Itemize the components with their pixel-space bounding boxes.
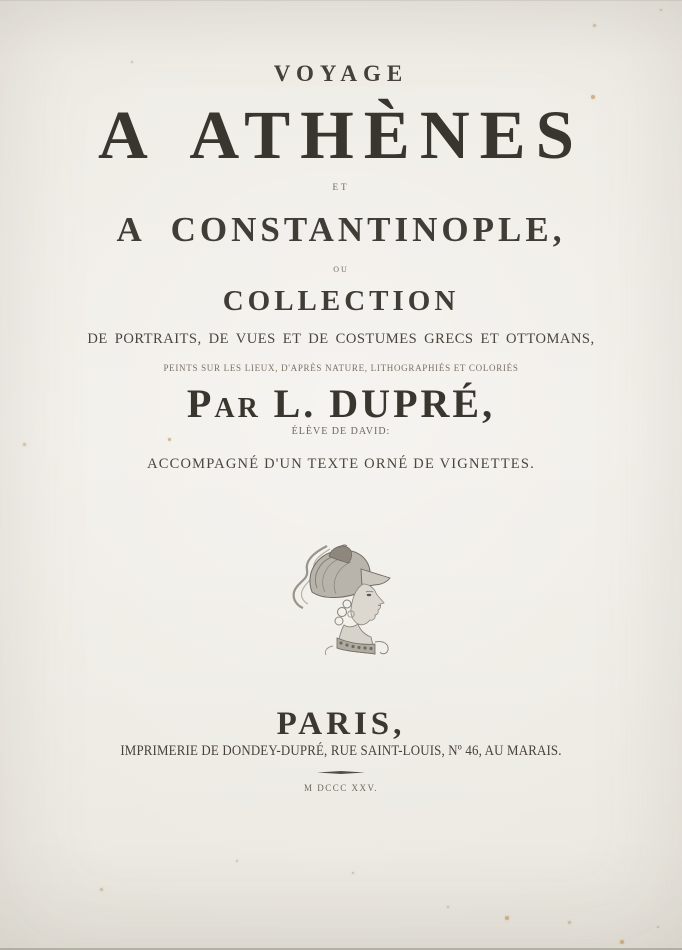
series-title: VOYAGE xyxy=(273,61,409,86)
foxing-spot xyxy=(100,888,103,891)
foxing-spot xyxy=(568,921,571,924)
foxing-spot xyxy=(131,61,133,63)
secondary-title: A CONSTANTINOPLE, xyxy=(116,210,566,249)
swelled-rule-divider xyxy=(317,771,365,774)
foxing-spot xyxy=(23,443,26,446)
connector-et: ET xyxy=(332,182,350,192)
athena-vignette-icon xyxy=(281,541,405,659)
author-credit: ÉLÈVE DE DAVID: xyxy=(291,426,391,437)
collection-title: COLLECTION xyxy=(222,285,460,317)
collection-fine-print: PEINTS SUR LES LIEUX, D'APRÈS NATURE, LITHOGRAPHIÉS ET COLORIÉS xyxy=(163,363,519,373)
foxing-spot xyxy=(657,926,659,928)
author-par-rest: AR xyxy=(214,393,261,424)
foxing-spot xyxy=(660,9,662,11)
main-title: A ATHÈNES xyxy=(97,97,585,173)
foxing-spot xyxy=(168,438,171,441)
foxing-spot xyxy=(447,906,449,908)
author-par-initial: P xyxy=(186,381,215,426)
foxing-spot xyxy=(236,860,238,862)
author-line xyxy=(0,381,682,426)
date-line: M DCCC XXV. xyxy=(303,783,379,793)
connector-ou: OU xyxy=(333,265,349,274)
note-line: ACCOMPAGNÉ D'UN TEXTE ORNÉ DE VIGNETTES. xyxy=(147,456,535,472)
foxing-spot xyxy=(620,940,624,944)
collection-subtitle: DE PORTRAITS, DE VUES ET DE COSTUMES GRECS ET OTTOMANS, xyxy=(87,331,595,347)
foxing-spot xyxy=(593,24,596,27)
foxing-spot xyxy=(505,916,509,920)
foxing-spot xyxy=(591,95,595,99)
imprint-line: IMPRIMERIE DE DONDEY-DUPRÉ, RUE SAINT-LOUIS, Nº 46, AU MARAIS. xyxy=(120,743,562,759)
foxing-spot xyxy=(352,872,354,874)
author-name: L. DUPRÉ, xyxy=(273,381,496,426)
city-line: PARIS, xyxy=(276,706,406,742)
